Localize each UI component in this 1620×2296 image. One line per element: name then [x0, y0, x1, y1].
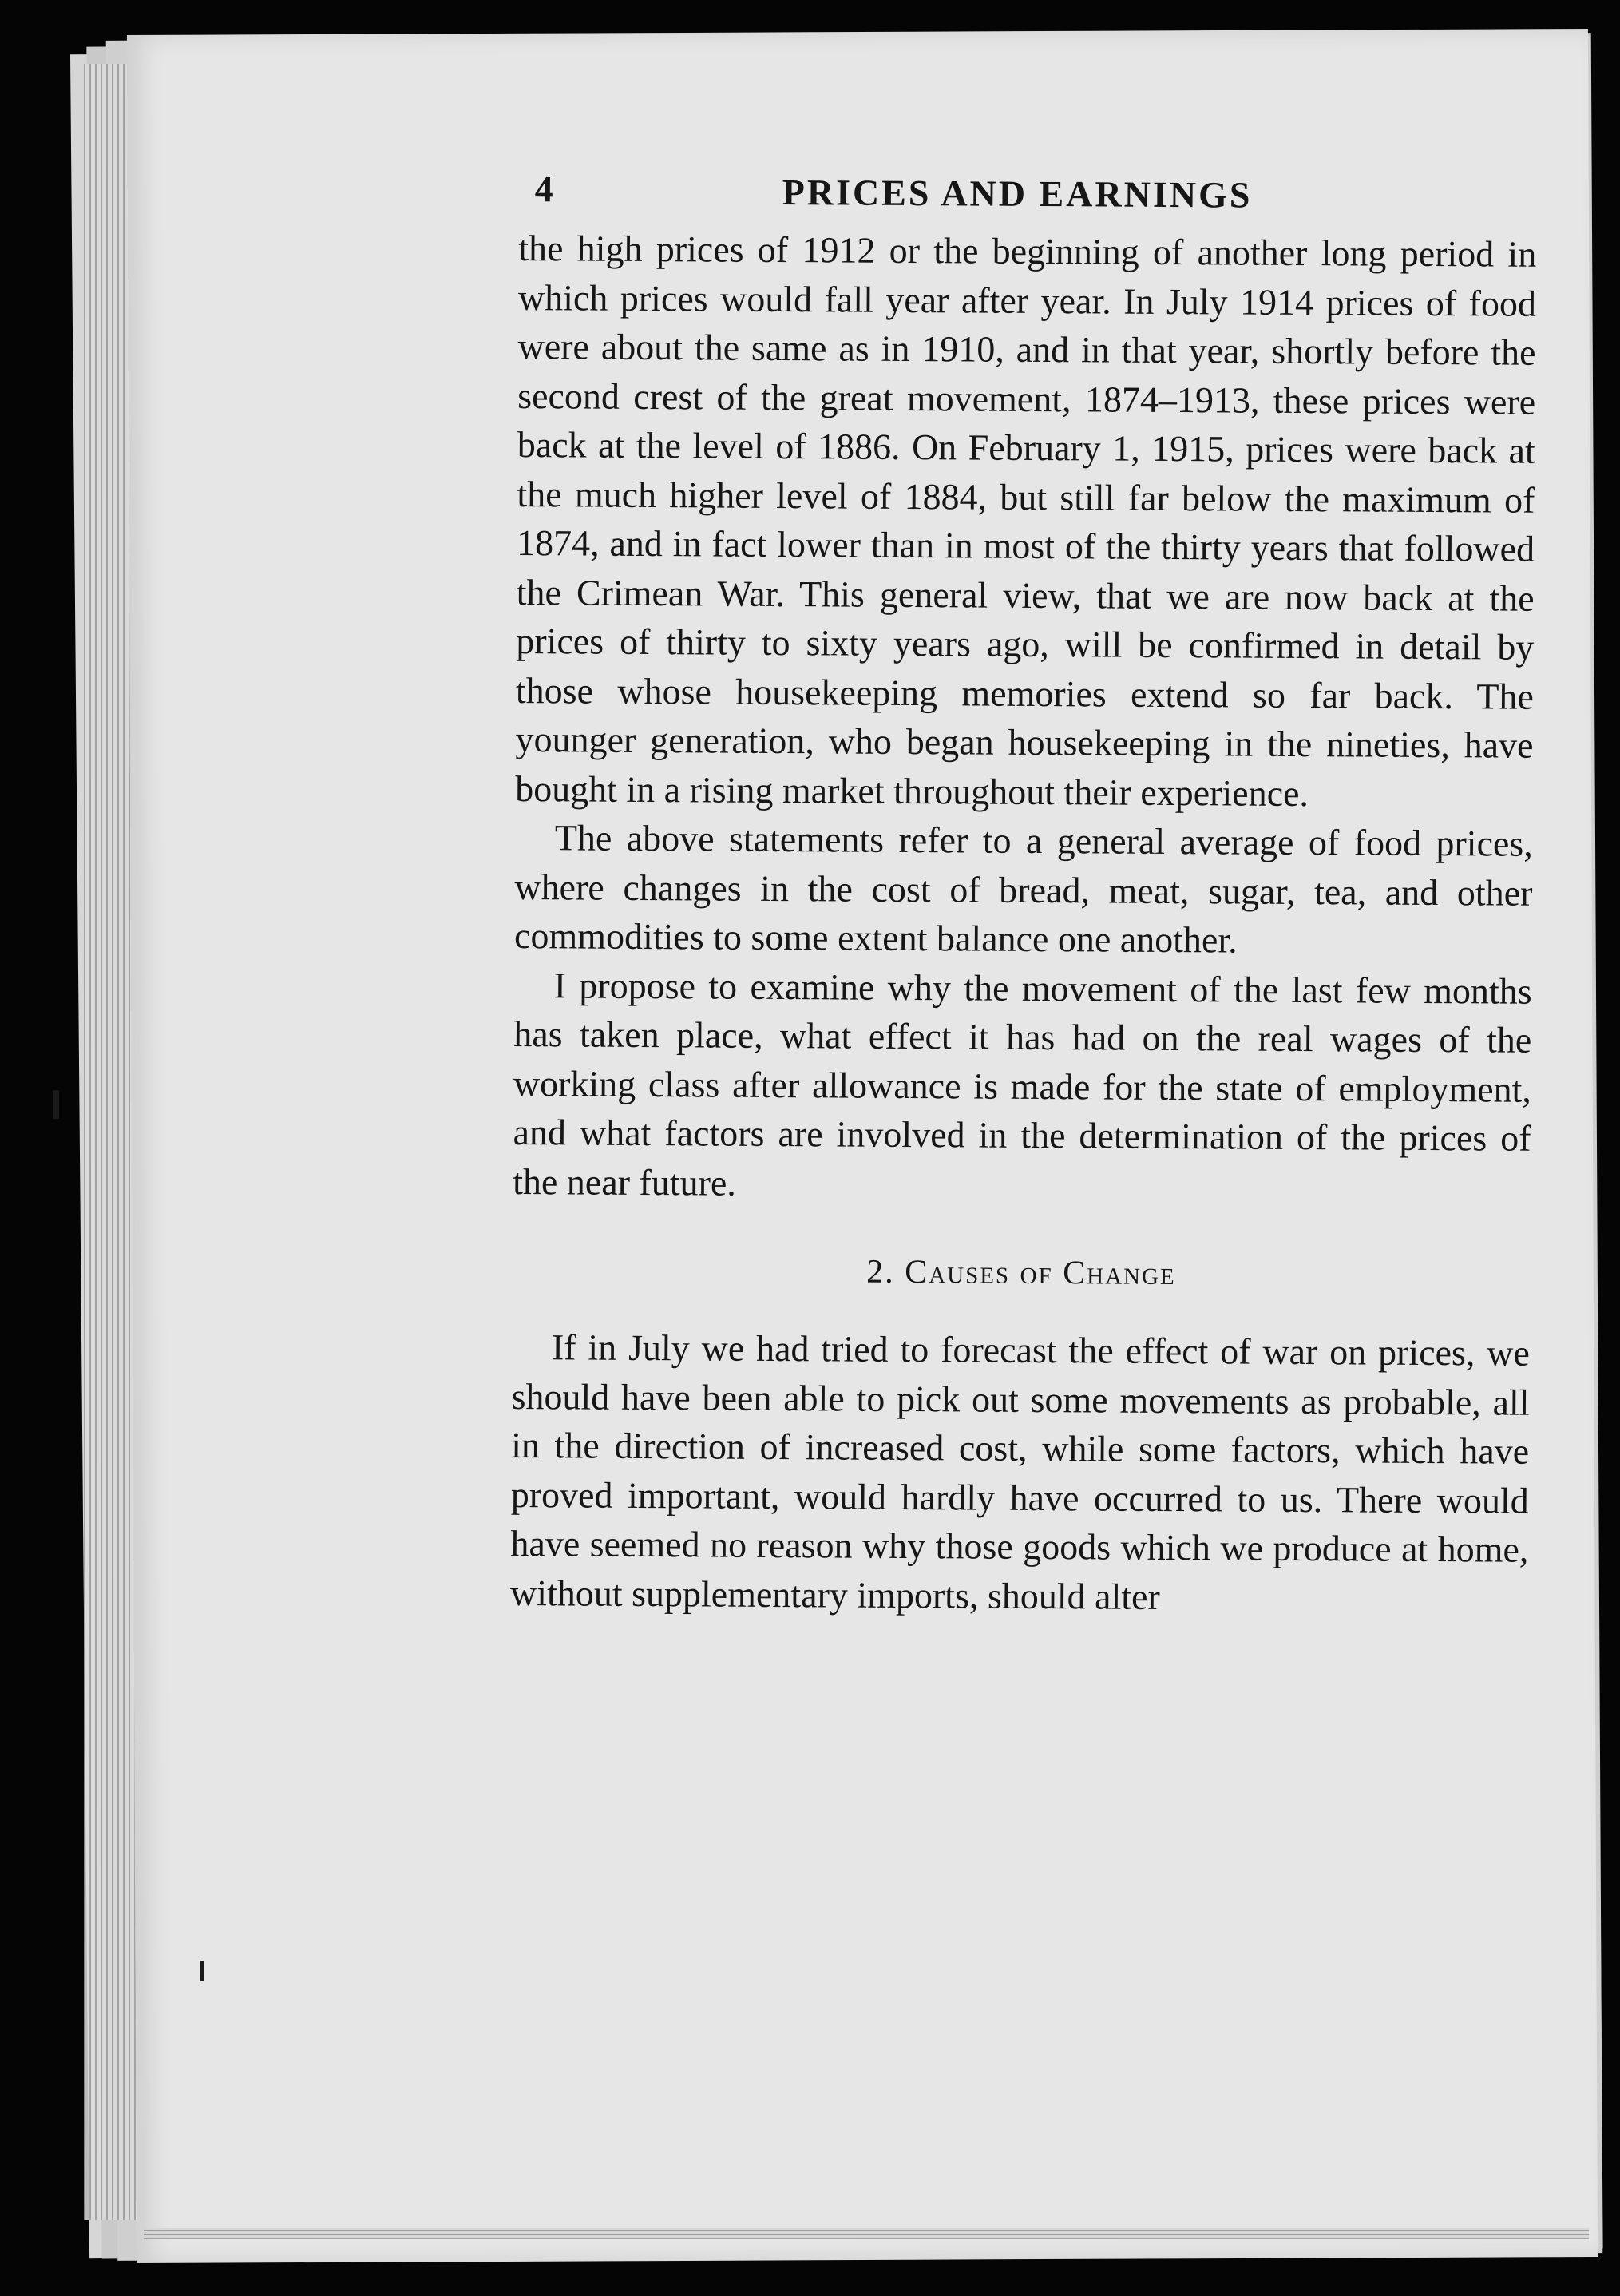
running-head: [519, 160, 1537, 230]
section-heading: 2. Causes of Change: [866, 1253, 1176, 1293]
scan-speck: [53, 1090, 59, 1119]
running-title: PRICES AND EARNINGS: [782, 172, 1253, 216]
paragraph-proposal: I propose to examine why the movement of the last few months has taken place, what effect it has had on the real wages of the working class after allowance is made for the state of employment, and what factors are involved in the determination of the prices of the near future.: [513, 964, 1532, 1204]
paragraph-continuation: the high prices of 1912 or the beginning of another long period in which prices would fall year after year. In July 1914 prices of food were about the same as in 1910, and in that year, shortly before the second crest of the great movement, 1874–1913, these prices were back at the level of 1886. On February 1, 1915, prices were back at the much higher level of 1884, but still far below the maximum of 1874, and in fact lower than in most of the thirty years that followed the Crimean War. This general view, that we are now back at the prices of thirty to sixty years ago, will be confirmed in detail by those whose housekeeping memories extend so far back. The younger generation, who began housekeeping in the nineties, have bought in a rising market throughout their experience.: [515, 227, 1537, 814]
scan-speck: [200, 1961, 204, 1981]
page-number: 4: [534, 169, 555, 210]
paragraph-food-prices: The above statements refer to a general average of food prices, where changes in the cost of bread, meat, sugar, tea, and other commodities to some extent balance one another.: [513, 817, 1533, 961]
page-content: [510, 160, 1537, 1624]
book-bottom-edge: [144, 2228, 1589, 2239]
paragraph-causes: If in July we had tried to forecast the effect of war on prices, we should have been able to pick out some movements as probable, all in the direction of increased cost, while some factors, which have proved important, would hardly have occurred to us. There would have seemed no reason why those goods which we produce at home, without supplementary imports, should alter: [509, 1326, 1531, 1617]
